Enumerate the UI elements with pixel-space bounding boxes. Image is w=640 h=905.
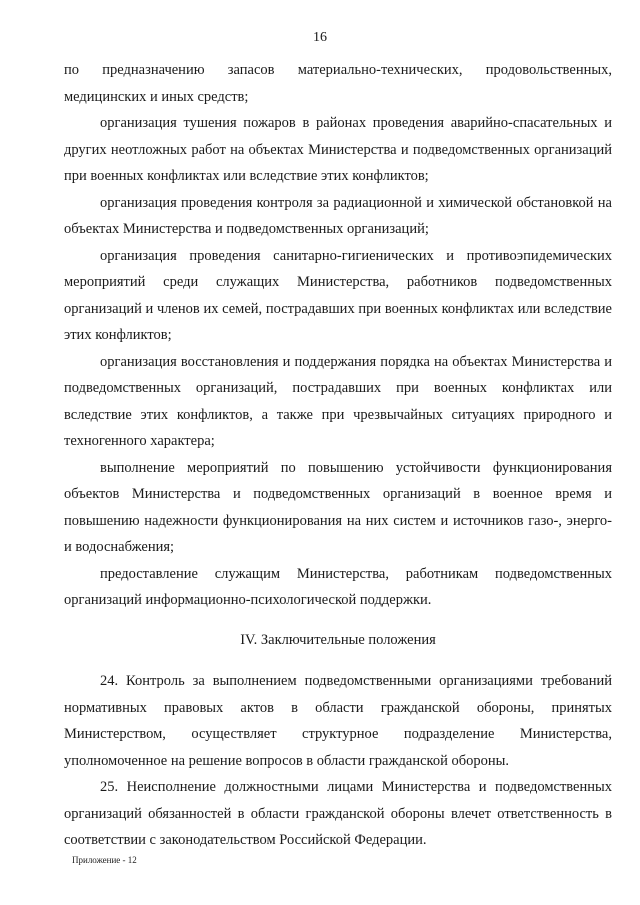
paragraph: по предназначению запасов материально-технических, продовольственных, медицинских и иных средств; xyxy=(64,62,612,105)
paragraph: предоставление служащим Министерства, работникам подведомственных организаций информационно-психологической поддержки. xyxy=(64,565,612,608)
page-number: 16 xyxy=(313,30,327,45)
paragraph: организация тушения пожаров в районах проведения аварийно-спасательных и других неотложных работ на объектах Министерства и подведомственных организаций при военных конфликтах или вследствие этих конфликтов; xyxy=(64,115,612,184)
section-heading: IV. Заключительные положения xyxy=(240,631,436,648)
footer-note: Приложение - 12 xyxy=(72,855,137,865)
paragraph: выполнение мероприятий по повышению устойчивости функционирования объектов Министерства и подведомственных организаций в военное время и повышению надежности функционирования на них систем и источников газо-, энерго- и водоснабжения; xyxy=(64,459,612,555)
paragraph: 24. Контроль за выполнением подведомственными организациями требований нормативных правовых актов в области гражданской обороны, принятых Министерством, осуществляет структурное подразделение Министерства, уполномоченное на решение вопросов в области гражданской обороны. xyxy=(64,673,612,769)
paragraph-group-bottom xyxy=(64,668,612,854)
paragraph: организация проведения санитарно-гигиенических и противоэпидемических мероприятий среди служащих Министерства, работников подведомственных организаций и членов их семей, пострадавших при военных конфликтах или вследствие этих конфликтов; xyxy=(64,247,612,343)
document-body xyxy=(64,57,612,854)
paragraph: 25. Неисполнение должностными лицами Министерства и подведомственных организаций обязанностей в области гражданской обороны влечет ответственность в соответствии с законодательством Российской Федерации. xyxy=(64,779,612,848)
paragraph-group-top xyxy=(64,57,612,614)
paragraph: организация восстановления и поддержания порядка на объектах Министерства и подведомственных организаций, пострадавших при военных конфликтах или вследствие этих конфликтов, а также при чрезвычайных ситуациях природного и техногенного характера; xyxy=(64,353,612,449)
paragraph: организация проведения контроля за радиационной и химической обстановкой на объектах Министерства и подведомственных организаций; xyxy=(64,194,612,237)
